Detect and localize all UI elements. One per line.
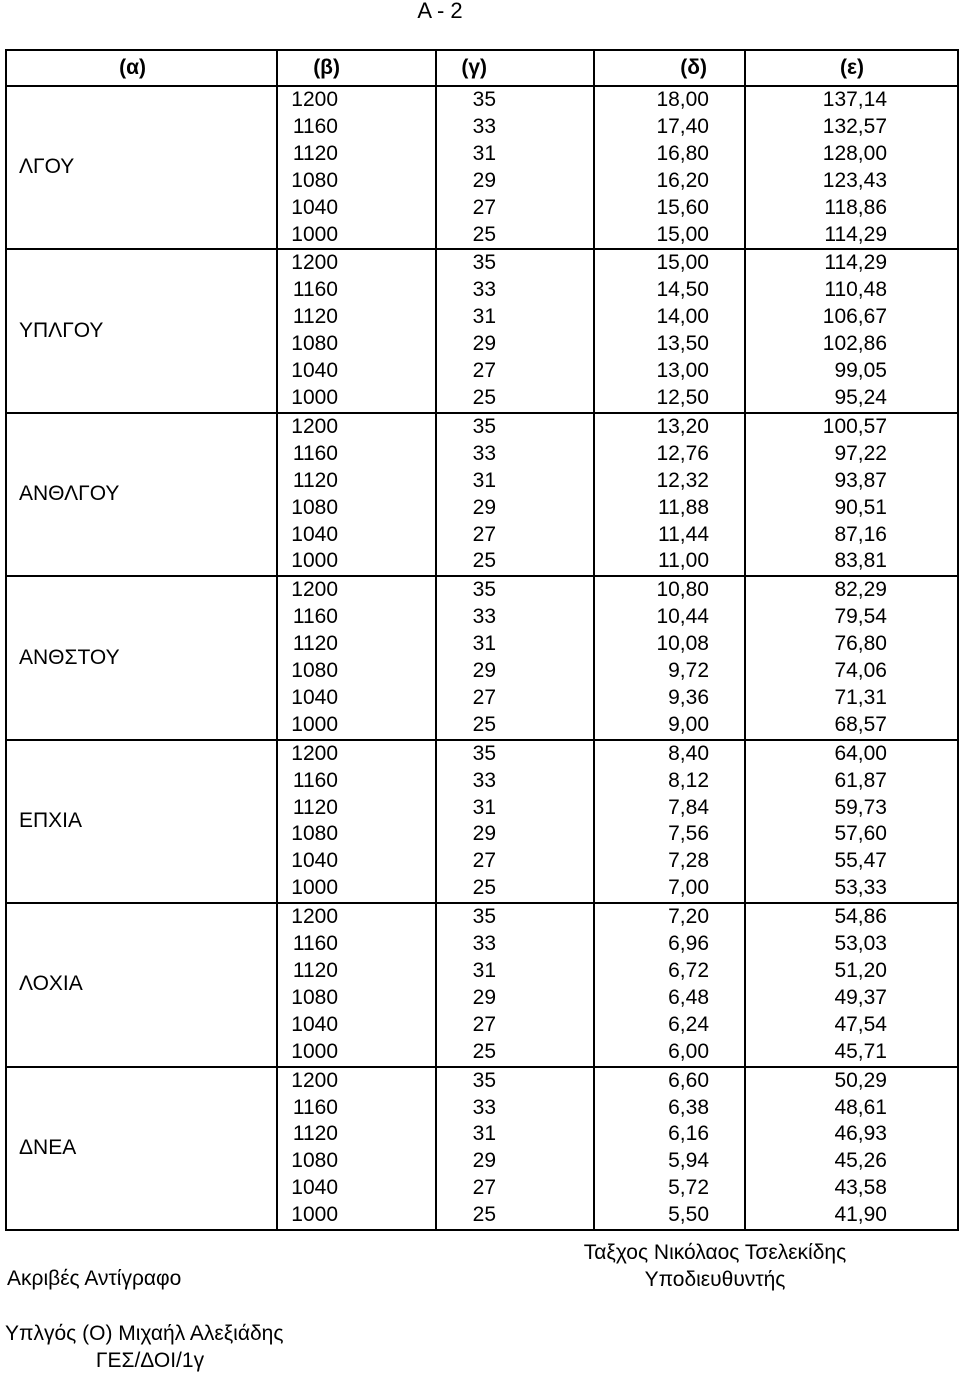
header-a: (α) [6, 50, 277, 86]
cell-e: 100,57 [745, 413, 958, 441]
cell-b: 1120 [277, 958, 436, 985]
cell-b: 1200 [277, 413, 436, 441]
cell-d: 13,20 [594, 413, 745, 441]
cell-d: 6,38 [594, 1095, 745, 1122]
table-row [6, 86, 958, 114]
cell-g: 33 [436, 277, 594, 304]
cell-d: 12,50 [594, 385, 745, 413]
cell-e: 50,29 [745, 1067, 958, 1095]
cell-b: 1200 [277, 903, 436, 931]
cell-d: 8,12 [594, 768, 745, 795]
cell-e: 118,86 [745, 195, 958, 222]
cell-e: 95,24 [745, 385, 958, 413]
cell-e: 97,22 [745, 441, 958, 468]
cell-d: 13,00 [594, 358, 745, 385]
cell-e: 57,60 [745, 821, 958, 848]
cell-b: 1080 [277, 821, 436, 848]
cell-d: 14,00 [594, 304, 745, 331]
header-b: (β) [277, 50, 436, 86]
pay-table [5, 49, 959, 1231]
cell-g: 31 [436, 141, 594, 168]
cell-e: 106,67 [745, 304, 958, 331]
cell-e: 99,05 [745, 358, 958, 385]
cell-b: 1040 [277, 1175, 436, 1202]
cell-g: 35 [436, 413, 594, 441]
page-label: Α - 2 [417, 0, 463, 23]
cell-g: 27 [436, 522, 594, 549]
cell-d: 6,00 [594, 1039, 745, 1067]
cell-e: 90,51 [745, 495, 958, 522]
cell-e: 64,00 [745, 740, 958, 768]
cell-b: 1040 [277, 685, 436, 712]
cell-g: 33 [436, 114, 594, 141]
cell-b: 1160 [277, 277, 436, 304]
cell-d: 9,72 [594, 658, 745, 685]
cell-b: 1080 [277, 331, 436, 358]
cell-g: 25 [436, 712, 594, 740]
certified-copy-label: Ακριβές Αντίγραφο [7, 1267, 182, 1290]
cell-d: 11,88 [594, 495, 745, 522]
cell-d: 7,20 [594, 903, 745, 931]
cell-g: 27 [436, 848, 594, 875]
cell-e: 54,86 [745, 903, 958, 931]
cell-d: 6,48 [594, 985, 745, 1012]
rank-label: ΕΠΧΙΑ [6, 740, 277, 903]
cell-d: 15,00 [594, 249, 745, 277]
cell-g: 35 [436, 249, 594, 277]
cell-d: 13,50 [594, 331, 745, 358]
cell-g: 29 [436, 658, 594, 685]
header-d: (δ) [594, 50, 745, 86]
cell-g: 31 [436, 631, 594, 658]
cell-g: 35 [436, 740, 594, 768]
cell-b: 1080 [277, 985, 436, 1012]
cell-d: 8,40 [594, 740, 745, 768]
cell-b: 1080 [277, 495, 436, 522]
cell-b: 1120 [277, 141, 436, 168]
cell-g: 35 [436, 903, 594, 931]
cell-g: 29 [436, 168, 594, 195]
cell-e: 87,16 [745, 522, 958, 549]
cell-b: 1040 [277, 195, 436, 222]
cell-d: 16,20 [594, 168, 745, 195]
cell-d: 12,32 [594, 468, 745, 495]
cell-e: 74,06 [745, 658, 958, 685]
cell-b: 1160 [277, 114, 436, 141]
cell-b: 1000 [277, 385, 436, 413]
header-e: (ε) [745, 50, 958, 86]
cell-g: 25 [436, 385, 594, 413]
cell-e: 76,80 [745, 631, 958, 658]
cell-d: 5,94 [594, 1148, 745, 1175]
cell-e: 47,54 [745, 1012, 958, 1039]
cell-e: 102,86 [745, 331, 958, 358]
cell-d: 6,60 [594, 1067, 745, 1095]
cell-g: 33 [436, 768, 594, 795]
rank-label: ΛΓΟΥ [6, 86, 277, 249]
signatory-name: Ταξχος Νικόλαος Τσελεκίδης [583, 1241, 847, 1264]
cell-b: 1080 [277, 1148, 436, 1175]
cell-g: 35 [436, 86, 594, 114]
cell-b: 1200 [277, 1067, 436, 1095]
cell-e: 59,73 [745, 795, 958, 822]
cell-b: 1000 [277, 1039, 436, 1067]
cell-e: 114,29 [745, 222, 958, 250]
cell-g: 27 [436, 1012, 594, 1039]
rank-label: ΥΠΛΓΟΥ [6, 249, 277, 412]
cell-g: 35 [436, 1067, 594, 1095]
cell-d: 6,96 [594, 931, 745, 958]
cell-g: 29 [436, 495, 594, 522]
cell-g: 31 [436, 958, 594, 985]
cell-d: 7,84 [594, 795, 745, 822]
cell-e: 53,03 [745, 931, 958, 958]
table-row [6, 576, 958, 604]
cell-b: 1200 [277, 249, 436, 277]
cell-e: 79,54 [745, 604, 958, 631]
cell-d: 18,00 [594, 86, 745, 114]
cell-d: 9,36 [594, 685, 745, 712]
cell-e: 55,47 [745, 848, 958, 875]
header-g: (γ) [436, 50, 594, 86]
rank-label: ΔΝΕΑ [6, 1067, 277, 1230]
cell-d: 16,80 [594, 141, 745, 168]
cell-b: 1120 [277, 304, 436, 331]
cell-g: 33 [436, 931, 594, 958]
table-row [6, 413, 958, 441]
cell-g: 29 [436, 821, 594, 848]
cell-g: 25 [436, 548, 594, 576]
cell-d: 5,72 [594, 1175, 745, 1202]
cell-e: 68,57 [745, 712, 958, 740]
cell-g: 25 [436, 222, 594, 250]
cell-b: 1120 [277, 1121, 436, 1148]
cell-g: 33 [436, 441, 594, 468]
cell-d: 10,80 [594, 576, 745, 604]
cell-g: 27 [436, 358, 594, 385]
cell-b: 1000 [277, 548, 436, 576]
cell-d: 15,60 [594, 195, 745, 222]
cell-e: 123,43 [745, 168, 958, 195]
cell-e: 93,87 [745, 468, 958, 495]
cell-e: 45,71 [745, 1039, 958, 1067]
cell-b: 1040 [277, 1012, 436, 1039]
rank-label: ΑΝΘΣΤΟΥ [6, 576, 277, 739]
cell-e: 128,00 [745, 141, 958, 168]
cell-d: 6,72 [594, 958, 745, 985]
cell-g: 27 [436, 195, 594, 222]
cell-b: 1160 [277, 604, 436, 631]
cell-b: 1160 [277, 931, 436, 958]
cell-d: 10,44 [594, 604, 745, 631]
cell-d: 11,00 [594, 548, 745, 576]
cell-b: 1000 [277, 222, 436, 250]
cell-d: 10,08 [594, 631, 745, 658]
cell-d: 7,00 [594, 875, 745, 903]
cell-b: 1080 [277, 658, 436, 685]
cell-d: 7,28 [594, 848, 745, 875]
cell-g: 27 [436, 1175, 594, 1202]
cell-d: 14,50 [594, 277, 745, 304]
cell-g: 29 [436, 1148, 594, 1175]
cell-b: 1160 [277, 1095, 436, 1122]
cell-e: 53,33 [745, 875, 958, 903]
cell-g: 25 [436, 1039, 594, 1067]
cell-d: 15,00 [594, 222, 745, 250]
cell-e: 71,31 [745, 685, 958, 712]
cell-d: 5,50 [594, 1202, 745, 1230]
cell-d: 6,24 [594, 1012, 745, 1039]
cell-g: 27 [436, 685, 594, 712]
cell-d: 17,40 [594, 114, 745, 141]
cell-b: 1160 [277, 441, 436, 468]
cell-g: 29 [436, 331, 594, 358]
table-row [6, 249, 958, 277]
cell-b: 1000 [277, 712, 436, 740]
cell-e: 48,61 [745, 1095, 958, 1122]
cell-e: 46,93 [745, 1121, 958, 1148]
cell-e: 45,26 [745, 1148, 958, 1175]
cell-b: 1000 [277, 1202, 436, 1230]
cell-e: 82,29 [745, 576, 958, 604]
cell-e: 43,58 [745, 1175, 958, 1202]
cell-b: 1080 [277, 168, 436, 195]
officer-unit: ΓΕΣ/ΔΟΙ/1γ [95, 1349, 205, 1372]
cell-b: 1040 [277, 358, 436, 385]
cell-d: 9,00 [594, 712, 745, 740]
cell-e: 110,48 [745, 277, 958, 304]
cell-b: 1120 [277, 468, 436, 495]
cell-e: 132,57 [745, 114, 958, 141]
cell-g: 33 [436, 1095, 594, 1122]
table-row [6, 903, 958, 931]
cell-e: 137,14 [745, 86, 958, 114]
officer-name: Υπλγός (Ο) Μιχαήλ Αλεξιάδης [5, 1322, 284, 1345]
cell-d: 12,76 [594, 441, 745, 468]
rank-label: ΑΝΘΛΓΟΥ [6, 413, 277, 576]
cell-g: 31 [436, 795, 594, 822]
cell-b: 1000 [277, 875, 436, 903]
signatory-title: Υποδιευθυντής [644, 1268, 786, 1291]
cell-b: 1200 [277, 576, 436, 604]
cell-e: 49,37 [745, 985, 958, 1012]
cell-b: 1040 [277, 848, 436, 875]
cell-g: 29 [436, 985, 594, 1012]
cell-g: 31 [436, 1121, 594, 1148]
cell-e: 61,87 [745, 768, 958, 795]
cell-e: 41,90 [745, 1202, 958, 1230]
cell-g: 35 [436, 576, 594, 604]
header-row [6, 50, 958, 86]
cell-g: 33 [436, 604, 594, 631]
cell-b: 1200 [277, 740, 436, 768]
table-row [6, 740, 958, 768]
cell-d: 6,16 [594, 1121, 745, 1148]
table-row [6, 1067, 958, 1095]
cell-g: 31 [436, 468, 594, 495]
cell-d: 11,44 [594, 522, 745, 549]
cell-g: 25 [436, 1202, 594, 1230]
cell-e: 83,81 [745, 548, 958, 576]
cell-b: 1120 [277, 795, 436, 822]
cell-b: 1040 [277, 522, 436, 549]
cell-b: 1200 [277, 86, 436, 114]
cell-g: 31 [436, 304, 594, 331]
cell-e: 114,29 [745, 249, 958, 277]
cell-d: 7,56 [594, 821, 745, 848]
cell-g: 25 [436, 875, 594, 903]
cell-b: 1160 [277, 768, 436, 795]
table-body [6, 86, 958, 1230]
cell-b: 1120 [277, 631, 436, 658]
rank-label: ΛΟΧΙΑ [6, 903, 277, 1066]
cell-e: 51,20 [745, 958, 958, 985]
